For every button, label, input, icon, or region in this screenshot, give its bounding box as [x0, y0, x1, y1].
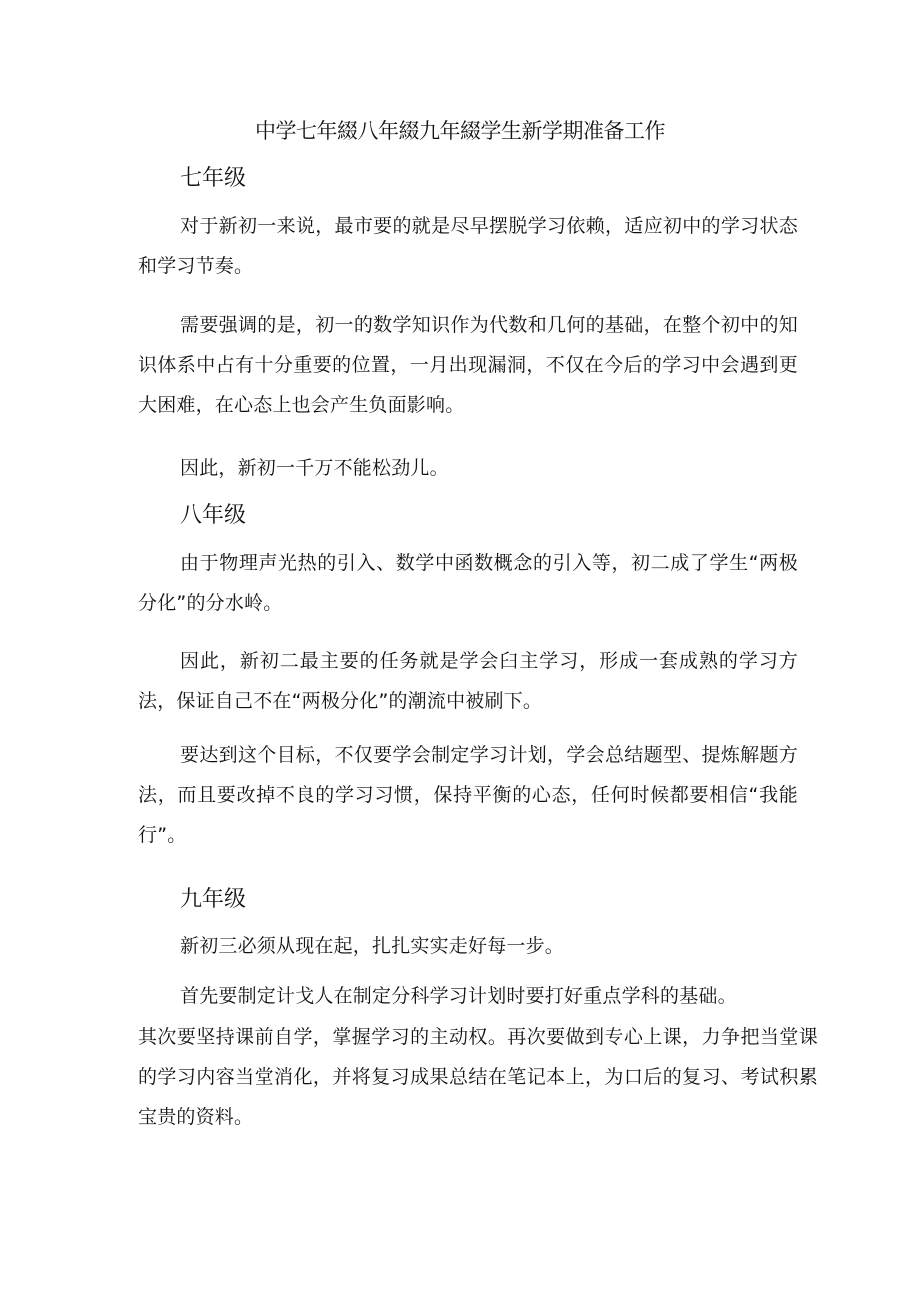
paragraph: 首先要制定计戈人在制定分科学习计划时要打好重点学科的基础。	[180, 985, 737, 1007]
section-heading-grade7: 七年级	[180, 166, 247, 191]
paragraph: 新初三必须从现在起，扎扎实实走好每一步。	[180, 935, 565, 957]
paragraph: 因此，新初一千万不能松劲儿。	[180, 457, 449, 479]
section-heading-grade8: 八年级	[180, 503, 247, 528]
paragraph: 其次要坚持课前自学，掌握学习的主动权。再次要做到专心上课，力争把当堂课的学习内容当堂消化，并将复习成果总结在笔记本上，为口后的复习、考试积累宝贵的资料。	[138, 1026, 818, 1128]
paragraph: 需要强调的是，初一的数学知识作为代数和几何的基础，在整个初中的知识体系中占有十分重要的位置，一月出现漏洞，不仅在今后的学习中会遇到更大困难，在心态上也会产生负面影响。	[138, 314, 798, 416]
paragraph: 因此，新初二最主要的任务就是学会臼主学习，形成一套成熟的学习方法，保证自己不在“两极分化”的潮流中被刷下。	[138, 650, 798, 712]
paragraph: 要达到这个目标，不仅要学会制定学习计划，学会总结题型、提炼解题方法，而且要改掉不良的学习习惯，保持平衡的心态，任何时候都要相信“我能行”。	[138, 744, 798, 846]
paragraph: 对于新初一来说，最市要的就是尽早摆脱学习依赖，适应初中的学习状态和学习节奏。	[138, 215, 798, 277]
paragraph: 由于物理声光热的引入、数学中函数概念的引入等，初二成了学生“两极分化”的分水岭。	[138, 552, 798, 614]
section-heading-grade9: 九年级	[180, 887, 247, 912]
document-title: 中学七年綴八年綴九年綴学生新学期准备工作	[255, 119, 665, 143]
